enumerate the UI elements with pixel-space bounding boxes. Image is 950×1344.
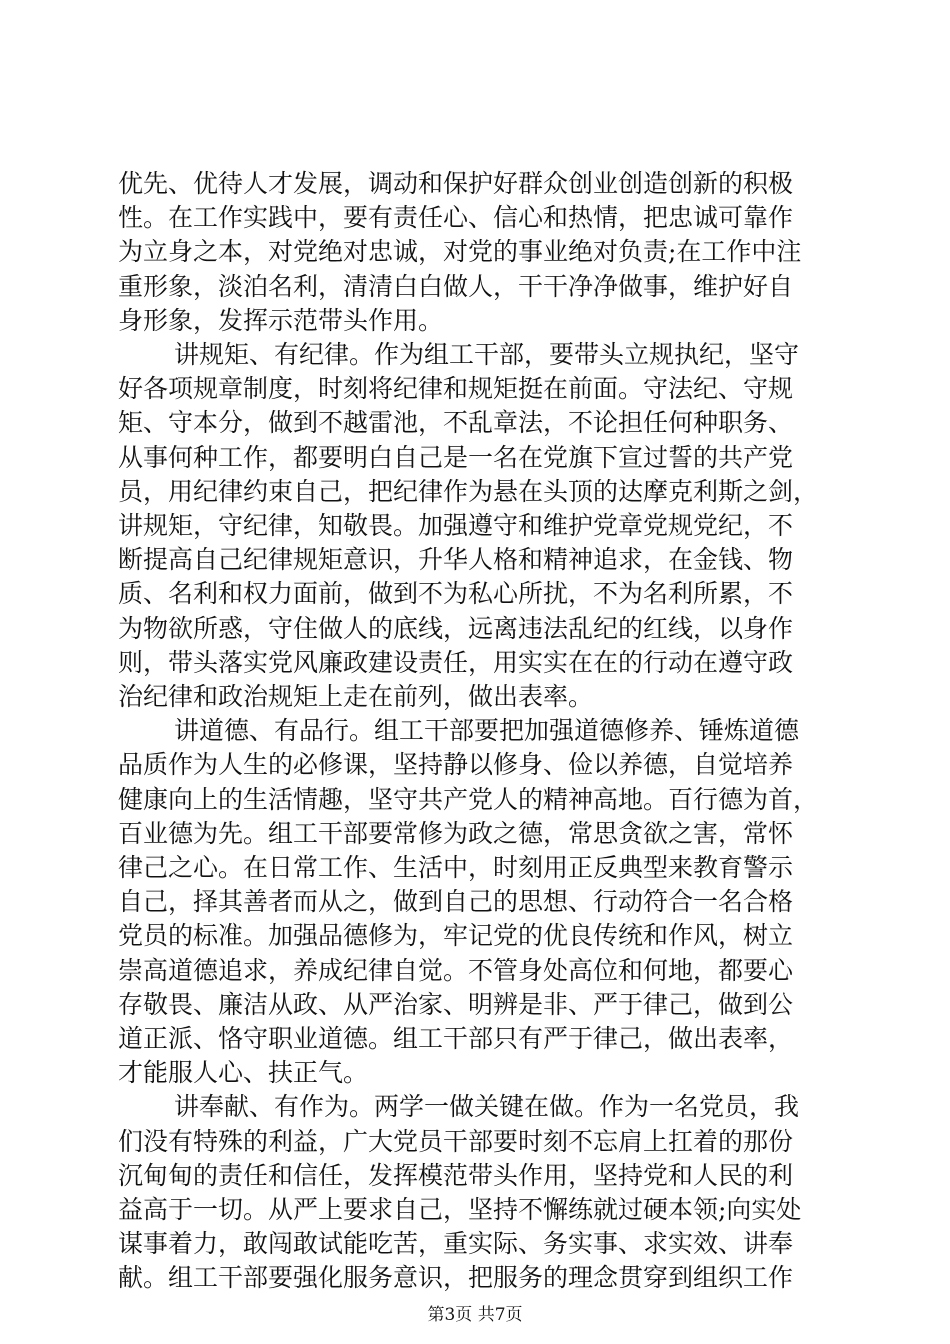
text-line: 崇高道德追求，养成纪律自觉。不管身处高位和何地，都要心 bbox=[118, 955, 794, 985]
text-line: 优先、优待人才发展，调动和保护好群众创业创造创新的积极 bbox=[118, 169, 794, 198]
text-line: 质、名利和权力面前，做到不为私心所扰，不为名利所累，不 bbox=[118, 579, 794, 609]
text-line: 道正派、恪守职业道德。组工干部只有严于律己，做出表率， bbox=[118, 1024, 794, 1053]
text-line: 从事何种工作，都要明白自己是一名在党旗下宣过誓的共产党 bbox=[118, 442, 794, 472]
text-line: 性。在工作实践中，要有责任心、信心和热情，把忠诚可靠作 bbox=[118, 203, 794, 233]
text-line: 律己之心。在日常工作、生活中，时刻用正反典型来教育警示 bbox=[118, 853, 794, 882]
paragraph-first-line: 讲规矩、有纪律。作为组工干部，要带头立规执纪，坚守 bbox=[174, 340, 800, 369]
text-line: 党员的标准。加强品德修为，牢记党的优良传统和作风，树立 bbox=[118, 921, 794, 951]
text-line: 则，带头落实党风廉政建设责任，用实实在在的行动在遵守政 bbox=[118, 647, 794, 677]
paragraph-first-line: 讲奉献、有作为。两学一做关键在做。作为一名党员，我 bbox=[174, 1092, 800, 1122]
text-line: 益高于一切。从严上要求自己，坚持不懈练就过硬本领;向实处 bbox=[118, 1195, 802, 1224]
text-line: 沉甸甸的责任和信任，发挥模范带头作用，坚持党和人民的利 bbox=[118, 1160, 794, 1190]
text-line: 为物欲所惑，守住做人的底线，远离违法乱纪的红线，以身作 bbox=[118, 613, 794, 643]
text-line: 为立身之本，对党绝对忠诚，对党的事业绝对负责;在工作中注 bbox=[118, 237, 802, 267]
text-line: 好各项规章制度，时刻将纪律和规矩挺在前面。守法纪、守规 bbox=[118, 374, 794, 404]
text-line: 身形象，发挥示范带头作用。 bbox=[118, 305, 444, 335]
text-line: 存敬畏、廉洁从政、从严治家、明辨是非、严于律己，做到公 bbox=[118, 989, 794, 1019]
text-line: 重形象，淡泊名利，清清白白做人，干干净净做事，维护好自 bbox=[118, 271, 794, 301]
text-line: 员，用纪律约束自己，把纪律作为悬在头顶的达摩克利斯之剑， bbox=[118, 476, 819, 506]
text-line: 矩、守本分，做到不越雷池，不乱章法，不论担任何种职务、 bbox=[118, 408, 794, 438]
text-line: 品质作为人生的必修课，坚持静以修身、俭以养德，自觉培养 bbox=[118, 750, 794, 780]
paragraph-first-line: 讲道德、有品行。组工干部要把加强道德修养、锤炼道德 bbox=[174, 716, 800, 746]
text-line: 谋事着力，敢闯敢试能吃苦，重实际、务实事、求实效、讲奉 bbox=[118, 1229, 794, 1259]
text-line: 才能服人心、扶正气。 bbox=[118, 1058, 369, 1088]
text-line: 自己，择其善者而从之，做到自己的思想、行动符合一名合格 bbox=[118, 887, 794, 917]
text-line: 献。组工干部要强化服务意识，把服务的理念贯穿到组织工作 bbox=[118, 1263, 794, 1293]
text-line: 治纪律和政治规矩上走在前列，做出表率。 bbox=[118, 682, 594, 711]
text-line: 讲规矩，守纪律，知敬畏。加强遵守和维护党章党规党纪，不 bbox=[118, 511, 794, 540]
text-line: 们没有特殊的利益，广大党员干部要时刻不忘肩上扛着的那份 bbox=[118, 1126, 794, 1156]
text-line: 断提高自己纪律规矩意识，升华人格和精神追求，在金钱、物 bbox=[118, 545, 794, 575]
text-line: 百业德为先。组工干部要常修为政之德，常思贪欲之害，常怀 bbox=[118, 818, 794, 848]
text-line: 健康向上的生活情趣，坚守共产党人的精神高地。百行德为首， bbox=[118, 784, 819, 814]
page-footer: 第3页 共7页 bbox=[427, 1305, 523, 1325]
